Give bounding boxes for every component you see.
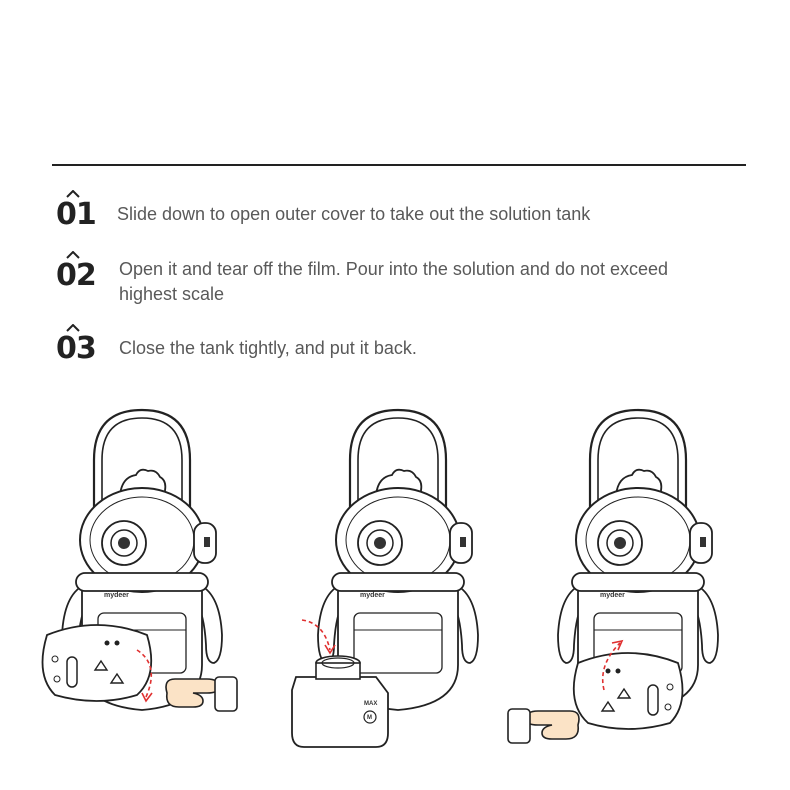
caret-icon bbox=[66, 324, 80, 332]
divider-line bbox=[52, 164, 746, 166]
step-3-number-text: 03 bbox=[56, 331, 96, 366]
caret-icon bbox=[66, 190, 80, 198]
step-2-number-text: 02 bbox=[56, 258, 96, 293]
step-3 bbox=[56, 331, 719, 366]
caret-icon bbox=[66, 251, 80, 259]
max-label: MAX bbox=[364, 701, 378, 707]
step-1-number-text: 01 bbox=[56, 197, 96, 232]
step-1 bbox=[56, 197, 717, 232]
brand-label-1: mydeer bbox=[104, 592, 129, 599]
step-3-text: Close the tank tightly, and put it back. bbox=[119, 338, 417, 358]
step-1-text: Slide down to open outer cover to take out the solution tank bbox=[117, 204, 591, 224]
illustration-step-1 bbox=[43, 410, 238, 711]
logo-letter: M bbox=[367, 715, 372, 721]
instruction-illustrations bbox=[0, 405, 790, 765]
illustration-step-3 bbox=[508, 410, 718, 743]
brand-label-2: mydeer bbox=[360, 592, 385, 599]
step-2-number bbox=[56, 258, 114, 293]
step-3-number bbox=[56, 331, 114, 366]
brand-label-3: mydeer bbox=[600, 592, 625, 599]
step-2 bbox=[56, 258, 719, 307]
illustration-step-2 bbox=[292, 410, 478, 747]
step-2-text: Open it and tear off the film. Pour into the solution and do not exceed highest scale bbox=[119, 259, 669, 304]
step-1-number bbox=[56, 197, 114, 232]
